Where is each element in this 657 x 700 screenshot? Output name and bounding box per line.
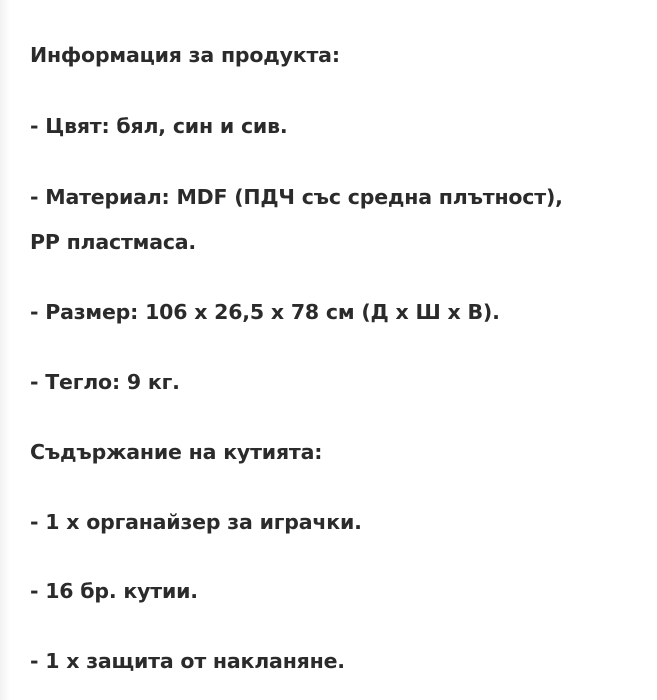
color-line: - Цвят: бял, син и сив. xyxy=(30,114,288,138)
box-contents-heading: Съдържание на кутията: xyxy=(30,440,323,464)
left-edge-shade xyxy=(0,0,10,700)
list-item: - 1 x защита от накланяне. xyxy=(30,649,345,673)
product-info-heading: Информация за продукта: xyxy=(30,43,340,67)
material-line-continued: PP пластмаса. xyxy=(30,230,196,254)
list-item: - 16 бр. кутии. xyxy=(30,579,198,603)
list-item: - 1 x органайзер за играчки. xyxy=(30,510,362,534)
weight-line: - Тегло: 9 кг. xyxy=(30,370,180,394)
size-line: - Размер: 106 x 26,5 x 78 см (Д x Ш x В). xyxy=(30,300,500,324)
material-line: - Материал: MDF (ПДЧ със средна плътност), xyxy=(30,185,563,209)
